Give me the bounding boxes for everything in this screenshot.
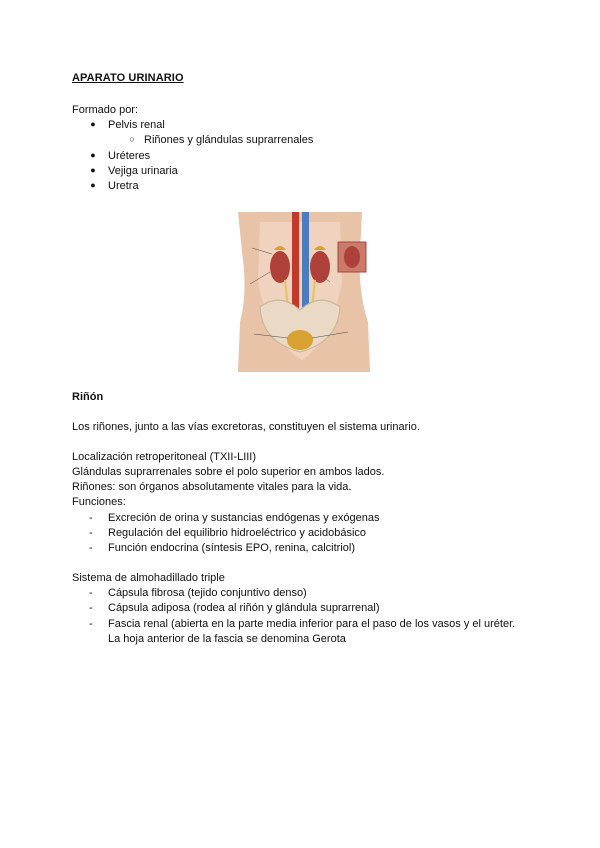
dash-marker: - <box>89 542 93 554</box>
section-intro: Los riñones, junto a las vías excretoras, constituyen el sistema urinario. <box>72 421 420 433</box>
funcion-item: Función endocrina (síntesis EPO, renina, calcitriol) <box>108 542 355 554</box>
document-title: APARATO URINARIO <box>72 72 184 84</box>
sistema-label: Sistema de almohadillado triple <box>72 572 225 584</box>
sistema-item-continuation: La hoja anterior de la fascia se denomina Gerota <box>108 633 346 645</box>
dash-marker: - <box>89 618 93 630</box>
bullet-marker: ● <box>90 165 96 175</box>
dash-marker: - <box>89 527 93 539</box>
glandulas-text: Glándulas suprarrenales sobre el polo superior en ambos lados. <box>72 466 385 478</box>
bullet-marker: ● <box>90 180 96 190</box>
sistema-item: Cápsula fibrosa (tejido conjuntivo denso) <box>108 587 307 599</box>
dash-marker: - <box>89 587 93 599</box>
list-item-vejiga: Vejiga urinaria <box>108 165 178 177</box>
list-item-pelvis: Pelvis renal <box>108 119 165 131</box>
funcion-item: Excreción de orina y sustancias endógenas y exógenas <box>108 512 380 524</box>
list-subitem-rinones: Riñones y glándulas suprarrenales <box>144 134 314 146</box>
funcion-item: Regulación del equilibrio hidroeléctrico y acidobásico <box>108 527 367 539</box>
list-item-uretra: Uretra <box>108 180 139 192</box>
urinary-system-illustration <box>230 212 370 372</box>
sistema-item: Fascia renal (abierta en la parte media inferior para el paso de los vasos y el uréter. <box>108 618 516 630</box>
localizacion-text: Localización retroperitoneal (TXII-LIII) <box>72 451 257 463</box>
dash-marker: - <box>89 512 93 524</box>
dash-marker: - <box>89 602 93 614</box>
sistema-item: Cápsula adiposa (rodea al riñón y glándula suprarrenal) <box>108 602 380 614</box>
sub-bullet-marker: ○ <box>129 134 135 144</box>
bullet-marker: ● <box>90 119 96 129</box>
intro-text: Formado por: <box>72 104 139 116</box>
section-heading: Riñón <box>72 391 104 403</box>
rinones-vital-text: Riñones: son órganos absolutamente vitales para la vida. <box>72 481 352 493</box>
funciones-label: Funciones: <box>72 496 126 508</box>
bullet-marker: ● <box>90 150 96 160</box>
list-item-ureteres: Uréteres <box>108 150 151 162</box>
